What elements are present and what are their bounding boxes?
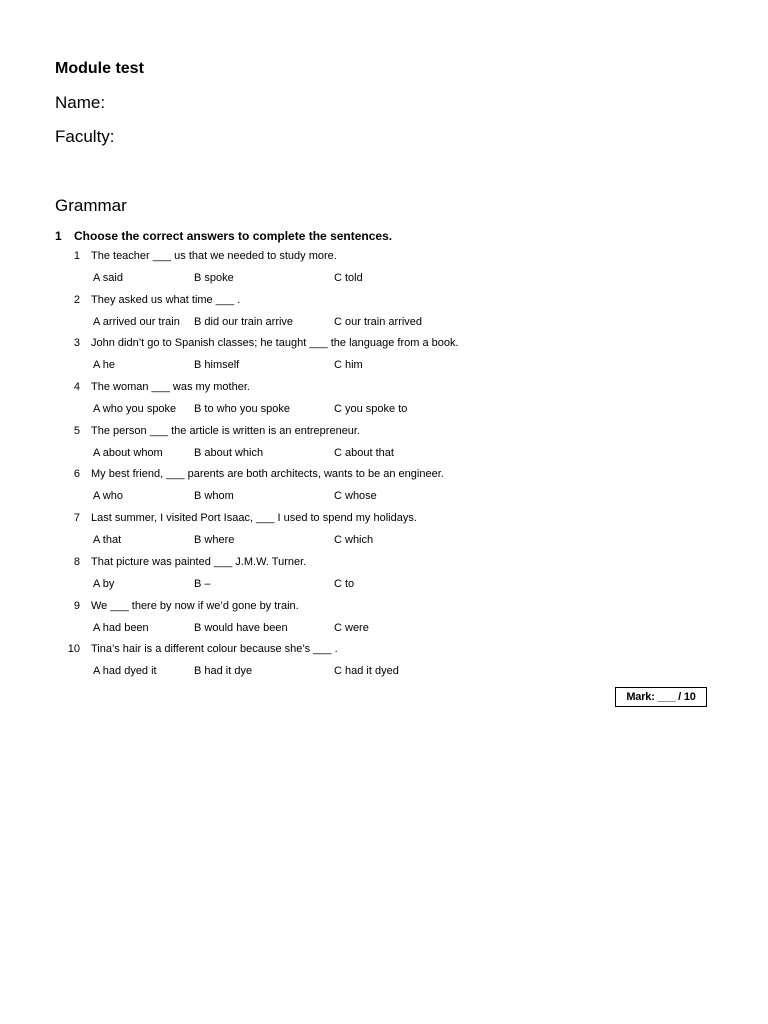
exercise-number: 1 bbox=[55, 229, 62, 243]
question-number: 8 bbox=[73, 555, 80, 568]
option-c: C to bbox=[334, 577, 355, 590]
option-a: A had been bbox=[93, 621, 149, 634]
question-item bbox=[0, 600, 768, 644]
option-c: C were bbox=[334, 621, 369, 634]
option-a: A arrived our train bbox=[93, 315, 180, 328]
option-a: A he bbox=[93, 359, 116, 372]
question-text: The teacher ___ us that we needed to study more. bbox=[91, 250, 337, 262]
option-a: A said bbox=[93, 272, 123, 284]
module-title: Module test bbox=[55, 60, 144, 77]
option-c: C told bbox=[334, 272, 363, 284]
question-item bbox=[0, 294, 768, 338]
question-item bbox=[0, 250, 768, 294]
option-c: C him bbox=[334, 359, 363, 372]
question-item bbox=[0, 512, 768, 556]
question-item bbox=[0, 425, 768, 469]
option-b: B had it dye bbox=[194, 665, 253, 678]
option-b: B – bbox=[194, 577, 211, 590]
question-item bbox=[0, 556, 768, 600]
option-b: B did our train arrive bbox=[194, 315, 294, 328]
option-a: A by bbox=[93, 577, 115, 590]
question-item bbox=[0, 337, 768, 381]
option-b: B himself bbox=[194, 359, 240, 372]
question-number: 3 bbox=[73, 337, 80, 350]
option-c: C our train arrived bbox=[334, 315, 423, 328]
option-b: B would have been bbox=[194, 621, 288, 634]
question-text: Last summer, I visited Port Isaac, ___ I used to spend my holidays. bbox=[91, 512, 417, 525]
option-b: B spoke bbox=[194, 272, 234, 284]
question-list bbox=[0, 250, 768, 687]
option-a: A that bbox=[93, 534, 122, 547]
option-a: A who bbox=[93, 490, 123, 503]
option-c: C had it dyed bbox=[334, 665, 399, 678]
question-number: 9 bbox=[73, 599, 80, 612]
question-item bbox=[0, 468, 768, 512]
option-b: B to who you spoke bbox=[194, 403, 291, 416]
question-number: 10 bbox=[67, 643, 80, 656]
option-b: B where bbox=[194, 534, 235, 547]
option-c: C whose bbox=[334, 490, 377, 503]
question-number: 7 bbox=[73, 512, 80, 525]
option-c: C which bbox=[334, 534, 374, 547]
question-number: 2 bbox=[73, 293, 80, 306]
option-c: C about that bbox=[334, 446, 394, 459]
option-a: A about whom bbox=[93, 446, 163, 459]
faculty-label: Faculty: bbox=[55, 127, 115, 146]
question-text: They asked us what time ___ . bbox=[91, 293, 241, 306]
exercise-instruction-text: Choose the correct answers to complete the sentences. bbox=[74, 229, 393, 243]
section-title: Grammar bbox=[55, 196, 127, 215]
question-number: 5 bbox=[73, 424, 80, 437]
option-b: B about which bbox=[194, 446, 264, 459]
question-text: John didn’t go to Spanish classes; he taught ___ the language from a book. bbox=[91, 337, 459, 350]
question-number: 1 bbox=[73, 250, 80, 262]
option-c: C you spoke to bbox=[334, 403, 408, 416]
exercise-instruction bbox=[55, 229, 392, 243]
question-text: Tina’s hair is a different colour because she’s ___ . bbox=[91, 643, 338, 656]
question-number: 6 bbox=[73, 468, 80, 481]
question-number: 4 bbox=[73, 381, 80, 394]
option-b: B whom bbox=[194, 490, 234, 503]
question-text: The woman ___ was my mother. bbox=[91, 381, 250, 394]
question-text: That picture was painted ___ J.M.W. Turner. bbox=[91, 555, 307, 568]
question-item bbox=[0, 643, 768, 687]
question-text: We ___ there by now if we’d gone by train. bbox=[91, 599, 299, 612]
question-text: The person ___ the article is written is an entrepreneur. bbox=[91, 424, 361, 437]
question-item bbox=[0, 381, 768, 425]
option-a: A who you spoke bbox=[93, 403, 177, 416]
mark-box: Mark: ___ / 10 bbox=[615, 687, 707, 707]
name-label: Name: bbox=[55, 93, 106, 112]
question-text: My best friend, ___ parents are both architects, wants to be an engineer. bbox=[91, 468, 444, 481]
option-a: A had dyed it bbox=[93, 665, 157, 678]
